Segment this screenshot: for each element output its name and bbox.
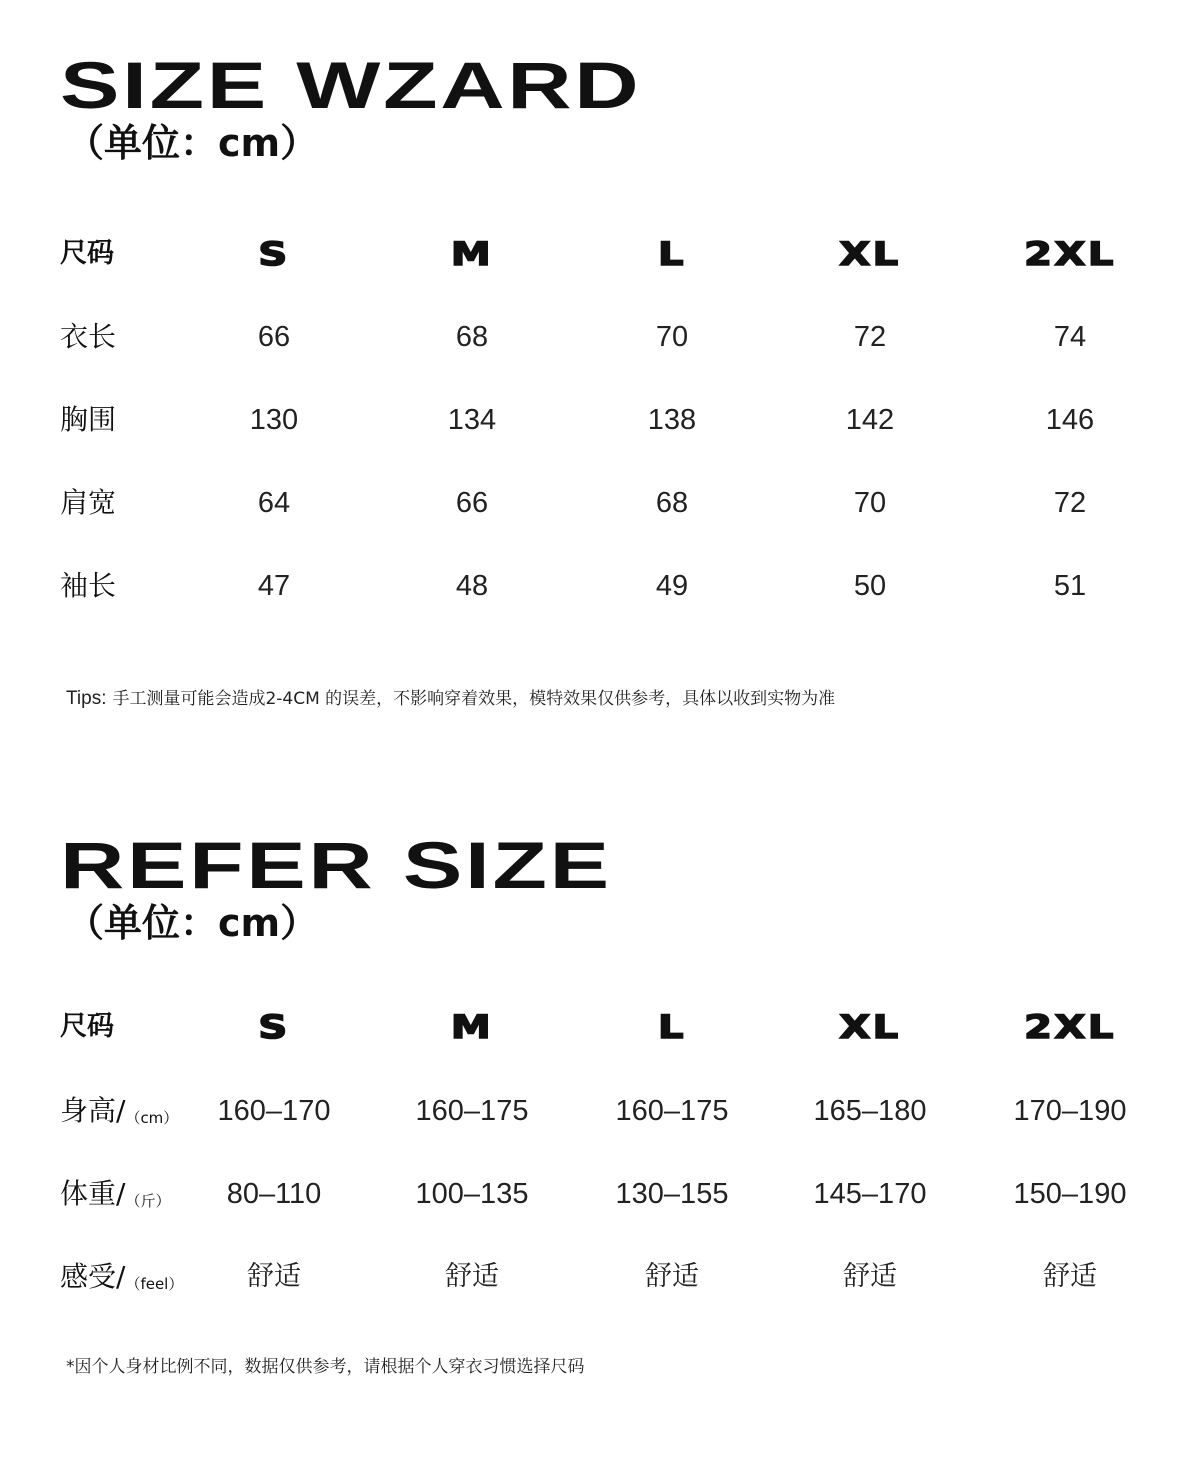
table-cell: 100–135 xyxy=(415,1178,529,1210)
table-cell: 50 xyxy=(853,570,887,602)
row-label-unit: （斤） xyxy=(125,1192,171,1210)
table-cell: 舒适 xyxy=(445,1261,499,1292)
table-row xyxy=(0,390,1200,450)
size-header-s: S xyxy=(258,1008,290,1046)
table-cell: 170–190 xyxy=(1013,1095,1127,1127)
row-label-sleeve: 袖长 xyxy=(60,569,117,602)
table-cell: 72 xyxy=(1053,487,1087,519)
table-row xyxy=(0,1081,1200,1141)
table-cell: 160–175 xyxy=(415,1095,529,1127)
row-label-text: 体重/ xyxy=(60,1177,126,1210)
table-cell: 160–170 xyxy=(217,1095,331,1127)
size-header-2xl: 2XL xyxy=(1024,1008,1116,1046)
table-cell: 134 xyxy=(447,404,497,436)
size-wizard-header-row xyxy=(0,224,1200,284)
table-cell: 130–155 xyxy=(615,1178,729,1210)
size-wizard-unit: （单位：cm） xyxy=(66,121,319,165)
table-cell: 146 xyxy=(1045,404,1095,436)
size-column-header: 尺码 xyxy=(60,1011,114,1042)
table-cell: 48 xyxy=(455,570,489,602)
table-cell: 66 xyxy=(455,487,489,519)
table-row xyxy=(0,307,1200,367)
table-cell: 165–180 xyxy=(813,1095,927,1127)
size-header-l: L xyxy=(657,1008,686,1046)
table-cell: 64 xyxy=(257,487,291,519)
tips-text: 手工测量可能会造成2-4CM 的误差，不影响穿着效果，模特效果仅供参考，具体以收到实物为准 xyxy=(112,689,836,709)
table-cell: 130 xyxy=(249,404,299,436)
tips-note xyxy=(66,684,835,710)
table-cell: 70 xyxy=(655,321,689,353)
table-cell: 80–110 xyxy=(226,1178,322,1210)
table-row xyxy=(0,556,1200,616)
tips-prefix: Tips: xyxy=(66,688,107,709)
size-header-m: M xyxy=(450,1008,494,1046)
size-header-l: L xyxy=(657,235,686,273)
table-cell: 68 xyxy=(655,487,689,519)
table-cell: 舒适 xyxy=(247,1261,301,1292)
table-cell: 145–170 xyxy=(813,1178,927,1210)
table-cell: 47 xyxy=(257,570,291,602)
table-cell: 72 xyxy=(853,321,887,353)
table-row xyxy=(0,473,1200,533)
refer-size-section xyxy=(0,780,1200,1474)
size-wizard-title: SIZE WZARD xyxy=(60,48,642,122)
table-cell: 舒适 xyxy=(645,1261,699,1292)
row-label-length: 衣长 xyxy=(60,320,117,353)
refer-size-header-row xyxy=(0,997,1200,1057)
table-cell: 66 xyxy=(257,321,291,353)
table-cell: 150–190 xyxy=(1013,1178,1127,1210)
table-cell: 160–175 xyxy=(615,1095,729,1127)
table-cell: 70 xyxy=(853,487,887,519)
table-row xyxy=(0,1164,1200,1224)
row-label-text: 感受/ xyxy=(60,1260,126,1293)
table-cell: 舒适 xyxy=(1043,1261,1097,1292)
row-label-unit: （cm） xyxy=(125,1109,179,1127)
reference-note: *因个人身材比例不同，数据仅供参考，请根据个人穿衣习惯选择尺码 xyxy=(66,1357,585,1377)
row-label-shoulder: 肩宽 xyxy=(60,486,117,519)
size-header-xl: XL xyxy=(839,235,901,273)
size-header-xl: XL xyxy=(839,1008,901,1046)
table-cell: 68 xyxy=(455,321,489,353)
refer-size-unit: （单位：cm） xyxy=(66,901,319,945)
table-cell: 74 xyxy=(1053,321,1087,353)
table-cell: 142 xyxy=(845,404,895,436)
row-label-unit: （feel） xyxy=(125,1275,184,1293)
size-header-2xl: 2XL xyxy=(1024,235,1116,273)
refer-size-title: REFER SIZE xyxy=(60,828,612,902)
table-row xyxy=(0,1247,1200,1307)
row-label-text: 身高/ xyxy=(60,1094,126,1127)
size-header-s: S xyxy=(258,235,290,273)
table-cell: 49 xyxy=(655,570,689,602)
table-cell: 舒适 xyxy=(843,1261,897,1292)
table-cell: 51 xyxy=(1053,570,1087,602)
row-label-chest: 胸围 xyxy=(60,403,117,436)
size-header-m: M xyxy=(450,235,494,273)
table-cell: 138 xyxy=(647,404,697,436)
size-column-header: 尺码 xyxy=(60,238,114,269)
